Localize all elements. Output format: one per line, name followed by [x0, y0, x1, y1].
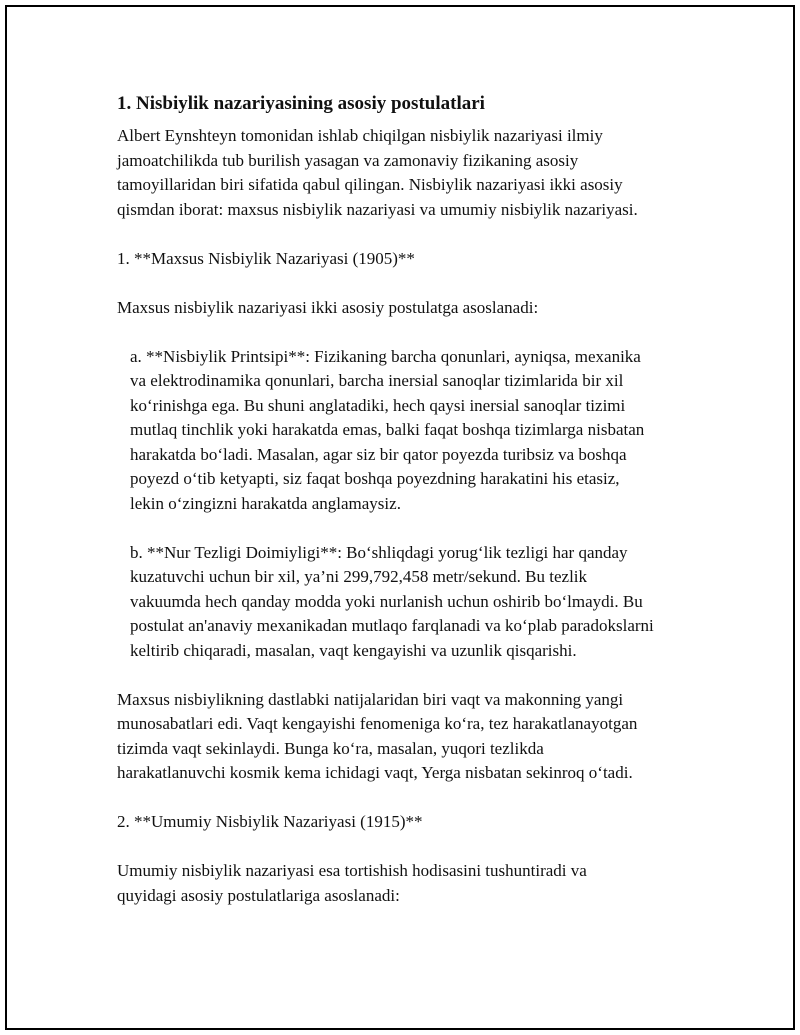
text-line: 1. **Maxsus Nisbiylik Nazariyasi (1905)** [117, 248, 415, 268]
text-line: ko‘rinishga ega. Bu shuni anglatadiki, hech qaysi inersial sanoqlar tizimi [130, 395, 626, 415]
text-line: Albert Eynshteyn tomonidan ishlab chiqilgan nisbiylik nazariyasi ilmiy [117, 126, 603, 145]
text-line: tizimda vaqt sekinlaydi. Bunga ko‘ra, masalan, yuqori tezlikda [117, 738, 544, 758]
text-line: qismdan iborat: maxsus nisbiylik nazariyasi va umumiy nisbiylik nazariyasi. [117, 199, 638, 219]
text-line: harakatlanuvchi kosmik kema ichidagi vaqt, Yerga nisbatan sekinroq o‘tadi. [117, 763, 633, 782]
subsection-title-special [117, 247, 697, 272]
text-line: kuzatuvchi uchun bir xil, ya’ni 299,792,458 metr/sekund. Bu tezlik [130, 567, 588, 586]
text-line: quyidagi asosiy postulatlariga asoslanadi: [117, 885, 400, 905]
postulate-b-paragraph [117, 541, 697, 664]
time-dilation-paragraph [117, 688, 697, 786]
text-line: Umumiy nisbiylik nazariyasi esa tortishish hodisasini tushuntiradi va [117, 861, 587, 880]
general-intro-paragraph [117, 859, 697, 908]
text-line: munosabatlari edi. Vaqt kengayishi fenomeniga ko‘ra, tez harakatlanayotgan [117, 714, 638, 733]
text-line: poyezd o‘tib ketyapti, siz faqat boshqa poyezdning harakatini his etasiz, [130, 469, 620, 488]
text-line: vakuumda hech qanday modda yoki nurlanish uchun oshirib bo‘lmaydi. Bu [130, 591, 643, 611]
text-line: postulat an'anaviy mexanikadan mutlaqo farqlanadi va ko‘plab paradokslarni [130, 616, 654, 635]
section-heading: 1. Nisbiylik nazariyasining asosiy postulatlari [117, 93, 485, 114]
special-intro-paragraph [117, 296, 697, 321]
text-line: Maxsus nisbiylikning dastlabki natijalaridan biri vaqt va makonning yangi [117, 689, 624, 709]
intro-paragraph [117, 124, 697, 222]
text-line: keltirib chiqaradi, masalan, vaqt kengayishi va uzunlik qisqarishi. [130, 640, 577, 660]
text-line: tamoyillaridan biri sifatida qabul qilingan. Nisbiylik nazariyasi ikki asosiy [117, 175, 623, 194]
text-line: 2. **Umumiy Nisbiylik Nazariyasi (1915)** [117, 812, 423, 831]
text-line: jamoatchilikda tub burilish yasagan va zamonaviy fizikaning asosiy [117, 150, 579, 170]
text-line: va elektrodinamika qonunlari, barcha inersial sanoqlar tizimlarida bir xil [130, 371, 624, 390]
text-line: mutlaq tinchlik yoki harakatda emas, balki faqat boshqa tizimlarga nisbatan [130, 420, 645, 439]
postulate-a-paragraph [117, 345, 697, 517]
subsection-title-general [117, 810, 697, 835]
document-body [117, 90, 697, 933]
text-line: Maxsus nisbiylik nazariyasi ikki asosiy postulatga asoslanadi: [117, 297, 539, 317]
text-line: harakatda bo‘ladi. Masalan, agar siz bir qator poyezda turibsiz va boshqa [130, 444, 627, 464]
text-line: lekin o‘zingizni harakatda anglamaysiz. [130, 493, 401, 513]
text-line: b. **Nur Tezligi Doimiyligi**: Bo‘shliqdagi yorug‘lik tezligi har qanday [130, 542, 628, 562]
text-line: a. **Nisbiylik Printsipi**: Fizikaning barcha qonunlari, ayniqsa, mexanika [130, 346, 641, 366]
